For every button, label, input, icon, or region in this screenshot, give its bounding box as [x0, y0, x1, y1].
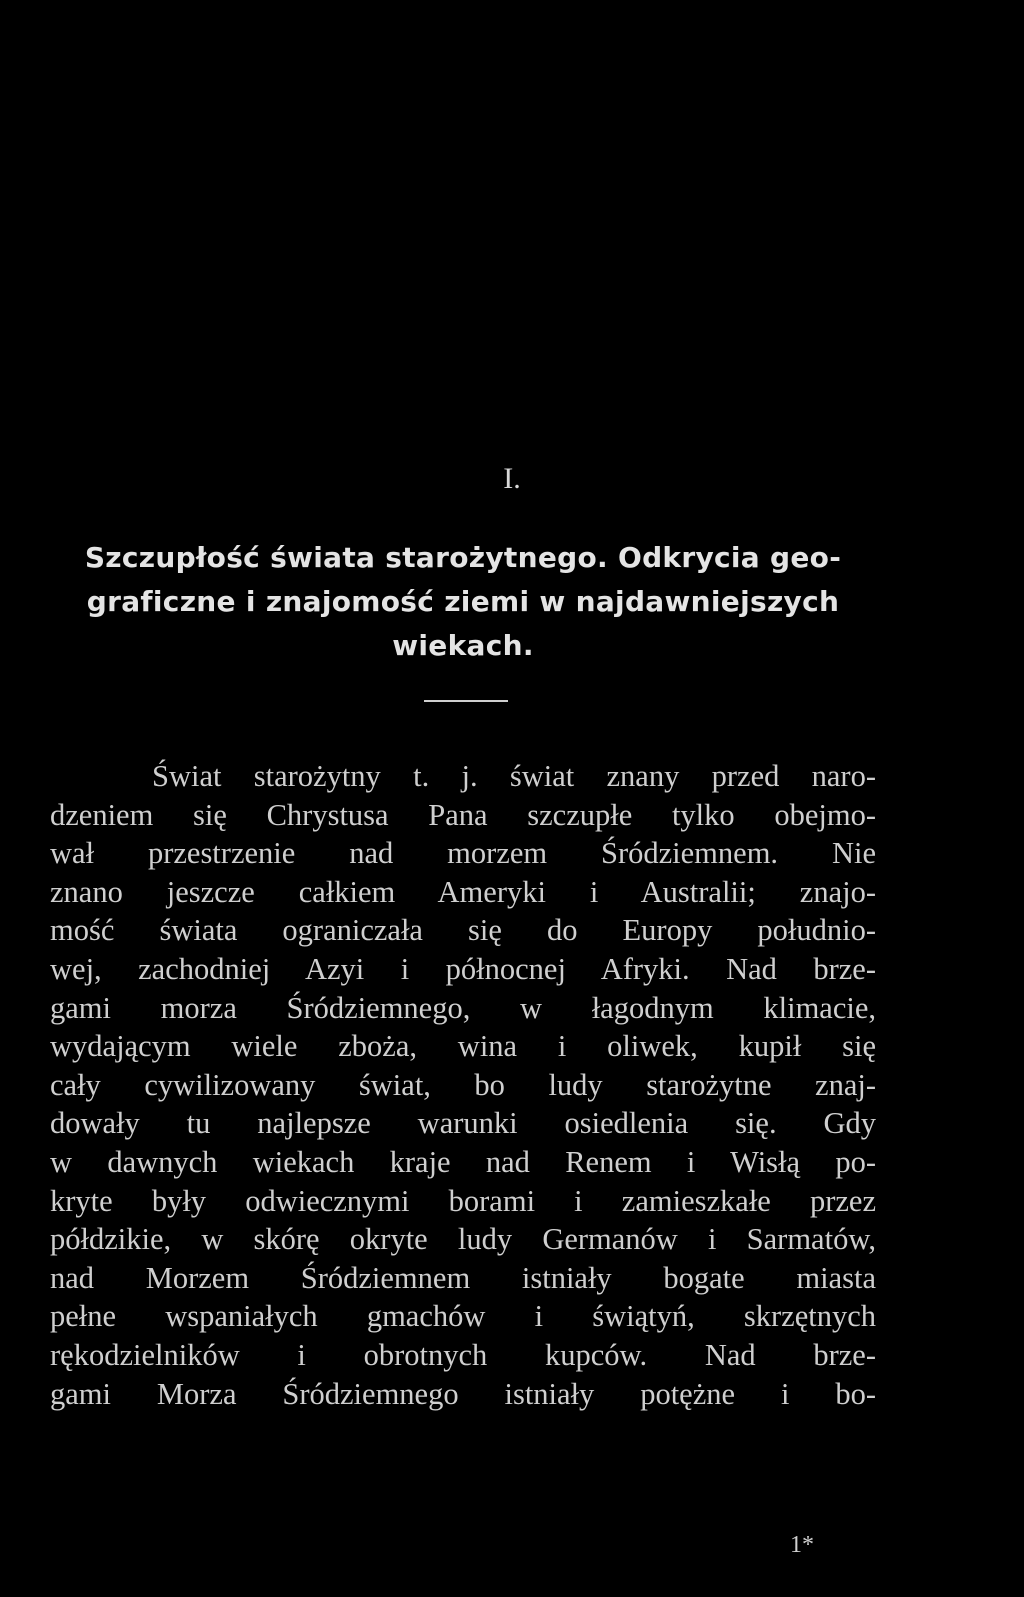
- printer-signature-mark: 1*: [790, 1532, 814, 1558]
- body-line: mość świata ograniczała się do Europy południo-: [50, 913, 876, 948]
- chapter-title-line: wiekach.: [392, 629, 534, 662]
- body-line: gami morza Śródziemnego, w łagodnym klimacie,: [50, 990, 876, 1025]
- chapter-number: I.: [503, 462, 521, 495]
- body-line: nad Morzem Śródziemnem istniały bogate miasta: [50, 1260, 876, 1295]
- body-line: wydającym wiele zboża, wina i oliwek, kupił się: [50, 1029, 876, 1064]
- chapter-title-line: Szczupłość świata starożytnego. Odkrycia geo-: [84, 541, 842, 574]
- body-line: wał przestrzenie nad morzem Śródziemnem. Nie: [50, 836, 876, 871]
- body-line: dzeniem się Chrystusa Pana szczupłe tylko obejmo-: [50, 797, 876, 832]
- body-line: Świat starożytny t. j. świat znany przed naro-: [152, 759, 876, 793]
- title-separator-rule: [424, 700, 508, 702]
- body-line: pełne wspaniałych gmachów i świątyń, skrzętnych: [50, 1299, 876, 1334]
- chapter-title: [50, 536, 876, 668]
- body-line: półdzikie, w skórę okryte ludy Germanów i Sarmatów,: [50, 1222, 876, 1257]
- chapter-title-line: graficzne i znajomość ziemi w najdawniejszych: [86, 585, 840, 618]
- body-line: dowały tu najlepsze warunki osiedlenia się. Gdy: [50, 1106, 876, 1141]
- body-line: znano jeszcze całkiem Ameryki i Australii; znajo-: [50, 874, 876, 909]
- body-line: cały cywilizowany świat, bo ludy starożytne znaj-: [50, 1067, 876, 1102]
- body-line: wej, zachodniej Azyi i północnej Afryki. Nad brze-: [50, 951, 876, 986]
- body-line: gami Morza Śródziemnego istniały potężne i bo-: [50, 1376, 876, 1411]
- body-line: kryte były odwiecznymi borami i zamieszkałe przez: [50, 1183, 876, 1218]
- body-line: w dawnych wiekach kraje nad Renem i Wisłą po-: [50, 1144, 876, 1179]
- body-line: rękodzielników i obrotnych kupców. Nad brze-: [50, 1337, 876, 1372]
- body-paragraph: [50, 757, 876, 1413]
